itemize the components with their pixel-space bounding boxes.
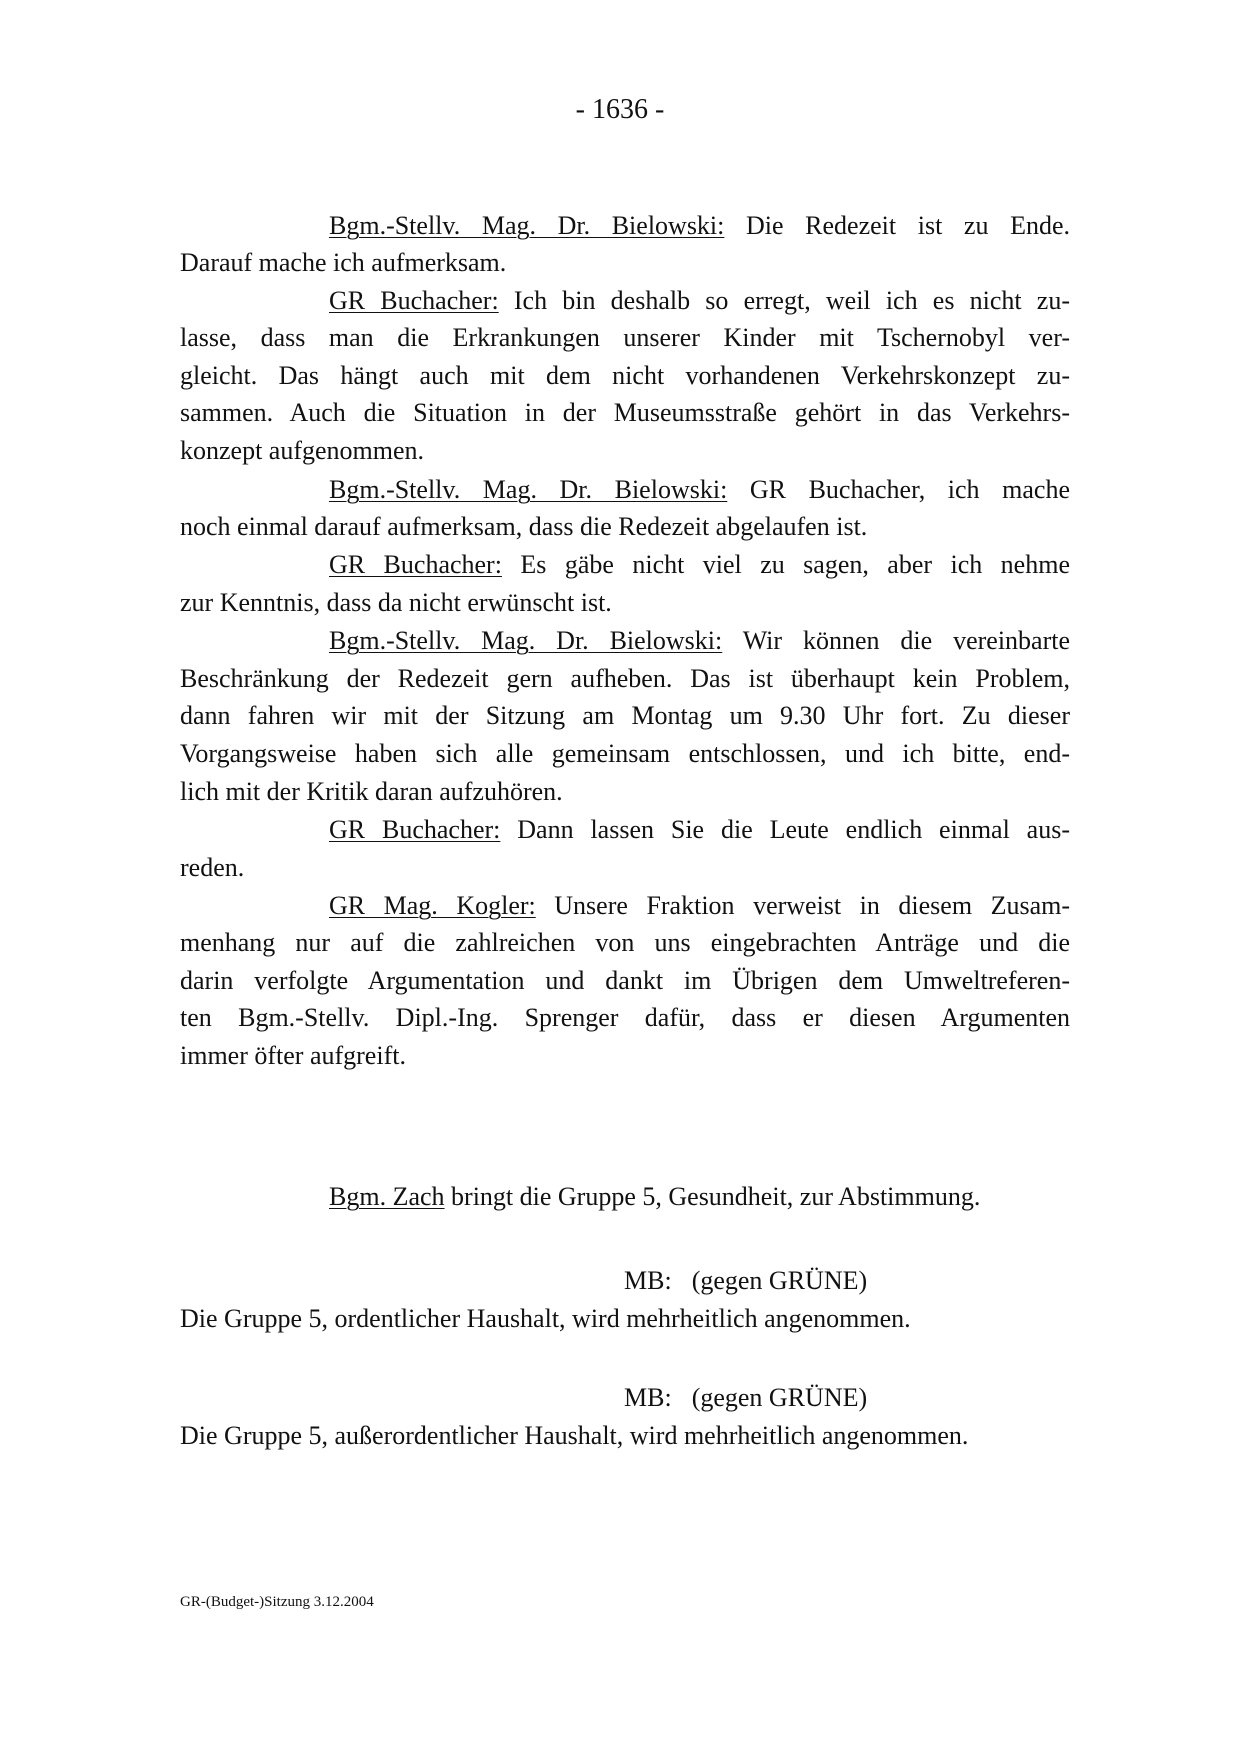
paragraph-5-line-4: Vorgangsweise haben sich alle gemeinsam entschlossen, und ich bitte, end-: [180, 739, 1070, 768]
speaker-name: Bgm.-Stellv. Mag. Dr. Bielowski:: [329, 211, 725, 240]
paragraph-7-line-5: immer öfter aufgreift.: [180, 1041, 406, 1070]
paragraph-7-line-1: GR Mag. Kogler: Unsere Fraktion verweist in diesem Zusam-: [329, 891, 1071, 920]
page-number: - 1636 -: [575, 94, 665, 125]
paragraph-5-line-1: Bgm.-Stellv. Mag. Dr. Bielowski: Wir können die vereinbarte: [329, 626, 1071, 655]
speaker-name: Bgm.-Stellv. Mag. Dr. Bielowski:: [329, 626, 723, 655]
paragraph-1-line-2: Darauf mache ich aufmerksam.: [180, 248, 507, 277]
vote-marker: MB: (gegen GRÜNE): [624, 1383, 868, 1412]
paragraph-3-line-1: Bgm.-Stellv. Mag. Dr. Bielowski: GR Buchacher, ich mache: [329, 475, 1070, 504]
footer: GR-(Budget-)Sitzung 3.12.2004: [180, 1594, 374, 1610]
paragraph-6-line-1: GR Buchacher: Dann lassen Sie die Leute endlich einmal aus-: [329, 815, 1071, 844]
vote-marker: MB: (gegen GRÜNE): [624, 1266, 868, 1295]
paragraph-1-line-1: Bgm.-Stellv. Mag. Dr. Bielowski: Die Redezeit ist zu Ende.: [329, 211, 1070, 240]
paragraph-4-line-1: GR Buchacher: Es gäbe nicht viel zu sagen, aber ich nehme: [329, 550, 1070, 579]
speaker-name: GR Buchacher:: [329, 286, 499, 315]
paragraph-2-line-1: GR Buchacher: Ich bin deshalb so erregt, weil ich es nicht zu-: [329, 286, 1070, 315]
vote-result: Die Gruppe 5, ordentlicher Haushalt, wird mehrheitlich angenommen.: [180, 1304, 911, 1333]
speaker-name: Bgm. Zach: [329, 1182, 445, 1211]
paragraph-2-line-4: sammen. Auch die Situation in der Museumsstraße gehört in das Verkehrs-: [180, 398, 1070, 427]
paragraph-5-line-2: Beschränkung der Redezeit gern aufheben. Das ist überhaupt kein Problem,: [180, 664, 1070, 693]
vote-intro: Bgm. Zach bringt die Gruppe 5, Gesundheit, zur Abstimmung.: [329, 1182, 981, 1211]
paragraph-5-line-3: dann fahren wir mit der Sitzung am Montag um 9.30 Uhr fort. Zu dieser: [180, 701, 1070, 730]
paragraph-6-line-2: reden.: [180, 853, 245, 882]
paragraph-2-line-2: lasse, dass man die Erkrankungen unserer Kinder mit Tschernobyl ver-: [180, 323, 1070, 352]
paragraph-4-line-2: zur Kenntnis, dass da nicht erwünscht ist.: [180, 588, 612, 617]
speaker-name: GR Mag. Kogler:: [329, 891, 536, 920]
speaker-name: GR Buchacher:: [329, 815, 501, 844]
paragraph-7-line-3: darin verfolgte Argumentation und dankt im Übrigen dem Umweltreferen-: [180, 966, 1070, 995]
paragraph-2-line-3: gleicht. Das hängt auch mit dem nicht vorhandenen Verkehrskonzept zu-: [180, 361, 1070, 390]
paragraph-2-line-5: konzept aufgenommen.: [180, 436, 425, 465]
paragraph-5-line-5: lich mit der Kritik daran aufzuhören.: [180, 777, 563, 806]
paragraph-7-line-2: menhang nur auf die zahlreichen von uns eingebrachten Anträge und die: [180, 928, 1070, 957]
vote-result: Die Gruppe 5, außerordentlicher Haushalt, wird mehrheitlich angenommen.: [180, 1421, 969, 1450]
speaker-name: GR Buchacher:: [329, 550, 502, 579]
paragraph-3-line-2: noch einmal darauf aufmerksam, dass die Redezeit abgelaufen ist.: [180, 512, 868, 541]
paragraph-7-line-4: ten Bgm.-Stellv. Dipl.-Ing. Sprenger dafür, dass er diesen Argumenten: [180, 1003, 1070, 1032]
speaker-name: Bgm.-Stellv. Mag. Dr. Bielowski:: [329, 475, 728, 504]
